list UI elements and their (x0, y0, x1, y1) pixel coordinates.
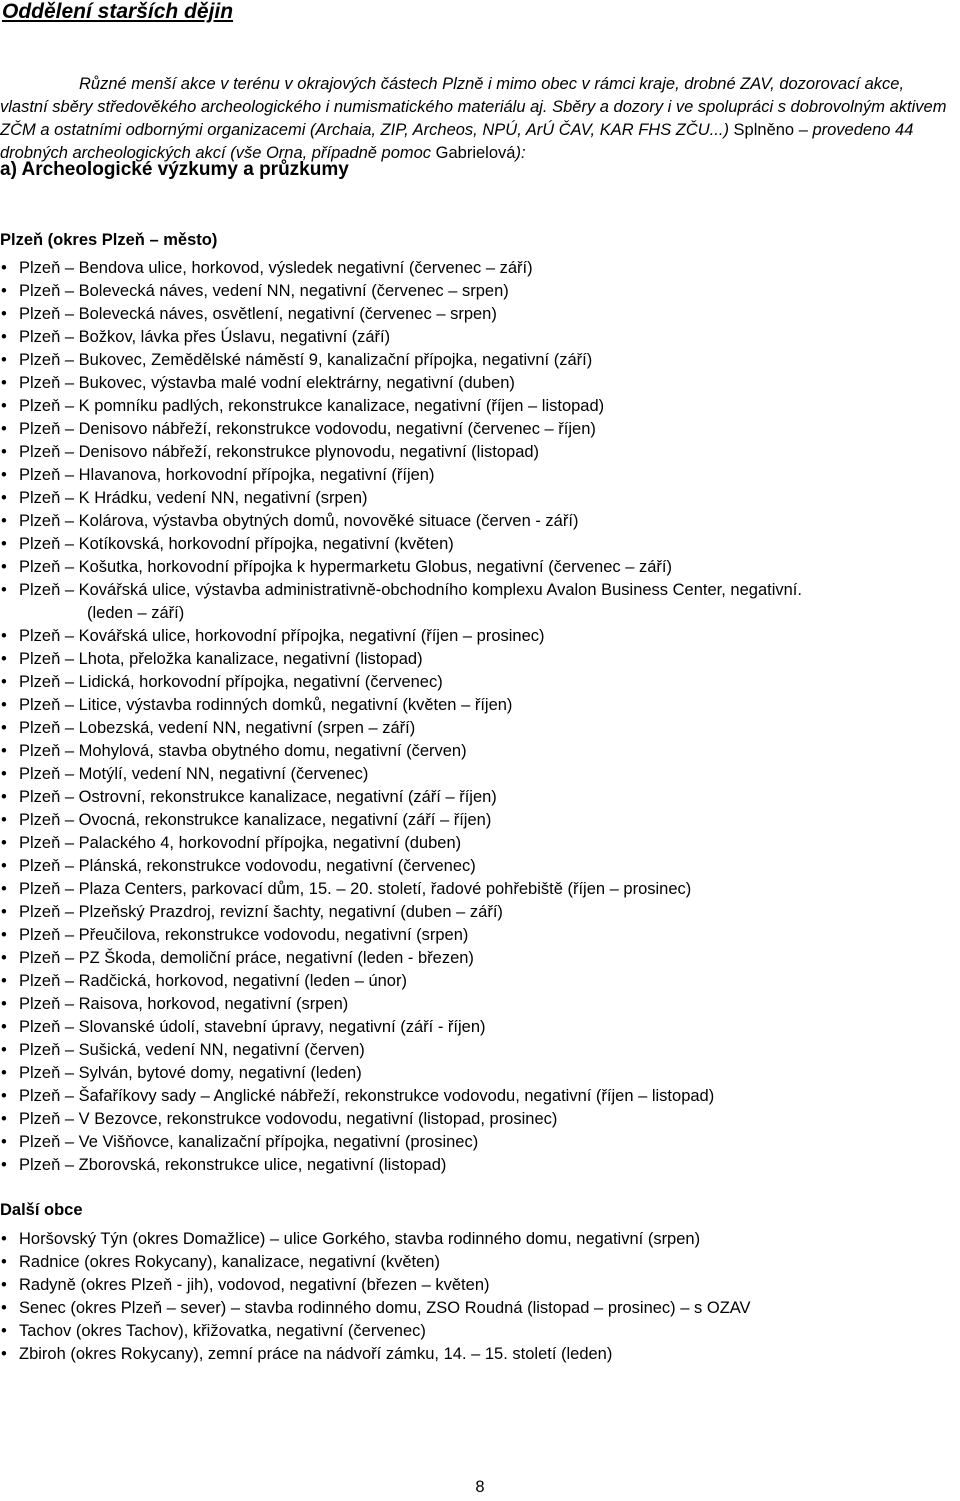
list-item (0, 372, 956, 395)
intro-paragraph (0, 73, 956, 165)
list-item-text: Plzeň – Mohylová, stavba obytného domu, negativní (červen) (19, 742, 467, 760)
bullet-icon: • (1, 397, 7, 415)
list-item (0, 1274, 956, 1297)
list-item-text: Plzeň – Bukovec, Zemědělské náměstí 9, kanalizační přípojka, negativní (září) (19, 351, 593, 369)
bullet-icon: • (1, 857, 7, 875)
bullet-icon: • (1, 420, 7, 438)
list-item (0, 349, 956, 372)
list-item-text: Plzeň – K Hrádku, vedení NN, negativní (srpen) (19, 489, 368, 507)
list-item (0, 1039, 956, 1062)
list-item-text: Plzeň – Ovocná, rekonstrukce kanalizace, negativní (září – říjen) (19, 811, 492, 829)
list-item (0, 395, 956, 418)
bullet-icon: • (1, 926, 7, 944)
bullet-icon: • (1, 1041, 7, 1059)
list-item-text: Plzeň – Sušická, vedení NN, negativní (červen) (19, 1041, 365, 1059)
list-item-text: Plzeň – Kotíkovská, horkovodní přípojka, negativní (květen) (19, 535, 454, 553)
list-item (0, 809, 956, 832)
bullet-icon: • (1, 374, 7, 392)
list-item-text: Radnice (okres Rokycany), kanalizace, negativní (květen) (19, 1253, 440, 1271)
bullet-icon: • (1, 1156, 7, 1174)
list-item (0, 947, 956, 970)
bullet-icon: • (1, 880, 7, 898)
bullet-icon: • (1, 673, 7, 691)
bullet-icon: • (1, 1064, 7, 1082)
list-item-text: Plzeň – Bendova ulice, horkovod, výsledek negativní (červenec – září) (19, 259, 533, 277)
list-item-text: Plzeň – Slovanské údolí, stavební úpravy, negativní (září - říjen) (19, 1018, 486, 1036)
list-item-text: Plzeň – V Bezovce, rekonstrukce vodovodu, negativní (listopad, prosinec) (19, 1110, 558, 1128)
site-list-plzen (0, 257, 956, 1177)
bullet-icon: • (1, 719, 7, 737)
list-item-text: Plzeň – Bolevecká náves, osvětlení, negativní (červenec – srpen) (19, 305, 497, 323)
list-item-text: Plzeň – Denisovo nábřeží, rekonstrukce vodovodu, negativní (červenec – říjen) (19, 420, 596, 438)
list-item (0, 878, 956, 901)
list-item (0, 464, 956, 487)
list-item-text: Plzeň – Palackého 4, horkovodní přípojka, negativní (duben) (19, 834, 462, 852)
list-item (0, 1131, 956, 1154)
list-item-text: Plzeň – Lobezská, vedení NN, negativní (srpen – září) (19, 719, 416, 737)
bullet-icon: • (1, 1018, 7, 1036)
list-item (0, 763, 956, 786)
list-item (0, 717, 956, 740)
list-item-text: Zbiroh (okres Rokycany), zemní práce na nádvoří zámku, 14. – 15. století (leden) (19, 1345, 613, 1363)
list-item (0, 303, 956, 326)
group-heading-dalsi-obce: Další obce (0, 1201, 83, 1219)
list-item-text: Plzeň – Kovářská ulice, výstavba administrativně-obchodního komplexu Avalon Business Center, negativní. (19, 581, 802, 599)
bullet-icon: • (1, 1133, 7, 1151)
list-item-text: Plzeň – Plaza Centers, parkovací dům, 15. – 20. století, řadové pohřebiště (říjen – prosinec) (19, 880, 692, 898)
list-item-text: Plzeň – Litice, výstavba rodinných domků, negativní (květen – říjen) (19, 696, 513, 714)
list-item-text: Plzeň – Lhota, přeložka kanalizace, negativní (listopad) (19, 650, 423, 668)
list-item (0, 970, 956, 993)
list-item (0, 1228, 956, 1251)
bullet-icon: • (1, 1230, 7, 1248)
list-item-text: Plzeň – Motýlí, vedení NN, negativní (červenec) (19, 765, 369, 783)
site-list-dalsi-obce (0, 1228, 956, 1366)
bullet-icon: • (1, 627, 7, 645)
list-item (0, 924, 956, 947)
bullet-icon: • (1, 696, 7, 714)
list-item (0, 832, 956, 855)
list-item (0, 556, 956, 579)
list-item (0, 648, 956, 671)
list-item (0, 1343, 956, 1366)
list-item (0, 1320, 956, 1343)
list-item-text: Plzeň – Bolevecká náves, vedení NN, negativní (červenec – srpen) (19, 282, 509, 300)
list-item (0, 1108, 956, 1131)
bullet-icon: • (1, 742, 7, 760)
page-number: 8 (475, 1478, 485, 1496)
list-item-text: Plzeň – Hlavanova, horkovodní přípojka, negativní (říjen) (19, 466, 435, 484)
list-item-text: Plzeň – Přeučilova, rekonstrukce vodovodu, negativní (srpen) (19, 926, 469, 944)
list-item-text: Plzeň – PZ Škoda, demoliční práce, negativní (leden - březen) (19, 949, 474, 967)
bullet-icon: • (1, 788, 7, 806)
list-item (0, 1297, 956, 1320)
list-item (0, 1062, 956, 1085)
list-item-text: Senec (okres Plzeň – sever) – stavba rodinného domu, ZSO Roudná (listopad – prosinec) – s OZAV (19, 1299, 751, 1317)
list-item-text: Plzeň – Denisovo nábřeží, rekonstrukce plynovodu, negativní (listopad) (19, 443, 540, 461)
bullet-icon: • (1, 305, 7, 323)
section-heading: a) Archeologické výzkumy a průzkumy (0, 159, 349, 180)
list-item (0, 671, 956, 694)
intro-italic-c: ): (515, 143, 526, 162)
list-item-text: Plzeň – Plánská, rekonstrukce vodovodu, negativní (červenec) (19, 857, 476, 875)
list-item-text: Plzeň – Božkov, lávka přes Úslavu, negativní (září) (19, 328, 391, 346)
list-item-text: Plzeň – K pomníku padlých, rekonstrukce kanalizace, negativní (říjen – listopad) (19, 397, 605, 415)
bullet-icon: • (1, 535, 7, 553)
intro-italic: Různé menší akce v terénu v okrajových částech Plzně i mimo obec v rámci kraje, drobné ZAV, dozorovací akce, vlastní sběry středověkého archeologického i numismatického materiálu aj. Sběry a dozory i ve spolupráci s dobrovolným aktivem ZČM a ostatními odbornými organizacemi (Archaia, ZIP, Archeos, NPÚ, ArÚ ČAV, KAR FHS ZČU...) (0, 74, 947, 139)
list-item (0, 1085, 956, 1108)
bullet-icon: • (1, 834, 7, 852)
bullet-icon: • (1, 581, 7, 599)
list-item-text: Plzeň – Šafaříkovy sady – Anglické nábřeží, rekonstrukce vodovodu, negativní (říjen – listopad) (19, 1087, 715, 1105)
list-item (0, 740, 956, 763)
bullet-icon: • (1, 1087, 7, 1105)
intro-italic-b: – provedeno 44 drobných archeologických akcí (vše Orna, případně pomoc (0, 120, 914, 162)
list-item-text: Plzeň – Kolárova, výstavba obytných domů, novověké situace (červen - září) (19, 512, 579, 530)
list-item (0, 257, 956, 280)
list-item (0, 487, 956, 510)
bullet-icon: • (1, 1276, 7, 1294)
list-item-text: Plzeň – Ve Višňovce, kanalizační přípojka, negativní (prosinec) (19, 1133, 479, 1151)
list-item (0, 901, 956, 924)
list-item (0, 602, 956, 625)
bullet-icon: • (1, 1110, 7, 1128)
list-item (0, 510, 956, 533)
list-item (0, 280, 956, 303)
list-item-text: Plzeň – Bukovec, výstavba malé vodní elektrárny, negativní (duben) (19, 374, 515, 392)
bullet-icon: • (1, 282, 7, 300)
bullet-icon: • (1, 949, 7, 967)
bullet-icon: • (1, 512, 7, 530)
list-item (0, 1016, 956, 1039)
list-item-text: Horšovský Týn (okres Domažlice) – ulice Gorkého, stavba rodinného domu, negativní (srpen) (19, 1230, 701, 1248)
page-title: Oddělení starších dějin (2, 0, 234, 23)
group-heading-plzen: Plzeň (okres Plzeň – město) (0, 231, 218, 249)
bullet-icon: • (1, 328, 7, 346)
list-item-text: Plzeň – Radčická, horkovod, negativní (leden – únor) (19, 972, 407, 990)
bullet-icon: • (1, 1299, 7, 1317)
list-item (0, 533, 956, 556)
list-item-text: Plzeň – Plzeňský Prazdroj, revizní šachty, negativní (duben – září) (19, 903, 503, 921)
bullet-icon: • (1, 811, 7, 829)
list-item (0, 579, 956, 602)
list-item-text: Plzeň – Zborovská, rekonstrukce ulice, negativní (listopad) (19, 1156, 447, 1174)
list-item (0, 1154, 956, 1177)
list-item-text: Tachov (okres Tachov), křižovatka, negativní (červenec) (19, 1322, 426, 1340)
bullet-icon: • (1, 1345, 7, 1363)
list-item-text: Plzeň – Kovářská ulice, horkovodní přípojka, negativní (říjen – prosinec) (19, 627, 545, 645)
list-item (0, 441, 956, 464)
bullet-icon: • (1, 1322, 7, 1340)
list-item (0, 694, 956, 717)
bullet-icon: • (1, 466, 7, 484)
list-item-text: Plzeň – Raisova, horkovod, negativní (srpen) (19, 995, 349, 1013)
list-item (0, 786, 956, 809)
bullet-icon: • (1, 351, 7, 369)
list-item-text: Radyně (okres Plzeň - jih), vodovod, negativní (březen – květen) (19, 1276, 490, 1294)
list-item (0, 1251, 956, 1274)
list-item (0, 625, 956, 648)
bullet-icon: • (1, 1253, 7, 1271)
bullet-icon: • (1, 489, 7, 507)
list-item (0, 326, 956, 349)
bullet-icon: • (1, 558, 7, 576)
bullet-icon: • (1, 443, 7, 461)
list-item-text: Plzeň – Ostrovní, rekonstrukce kanalizace, negativní (září – říjen) (19, 788, 497, 806)
bullet-icon: • (1, 972, 7, 990)
intro-normal-a: Splněno (728, 120, 799, 139)
list-item (0, 418, 956, 441)
bullet-icon: • (1, 995, 7, 1013)
bullet-icon: • (1, 650, 7, 668)
list-item (0, 855, 956, 878)
list-item-text: Plzeň – Lidická, horkovodní přípojka, negativní (červenec) (19, 673, 443, 691)
list-item-continuation: (leden – září) (87, 604, 185, 622)
bullet-icon: • (1, 259, 7, 277)
bullet-icon: • (1, 903, 7, 921)
list-item (0, 993, 956, 1016)
bullet-icon: • (1, 765, 7, 783)
list-item-text: Plzeň – Košutka, horkovodní přípojka k hypermarketu Globus, negativní (červenec – září) (19, 558, 672, 576)
list-item-text: Plzeň – Sylván, bytové domy, negativní (leden) (19, 1064, 362, 1082)
intro-normal-b: Gabrielová (431, 143, 516, 162)
